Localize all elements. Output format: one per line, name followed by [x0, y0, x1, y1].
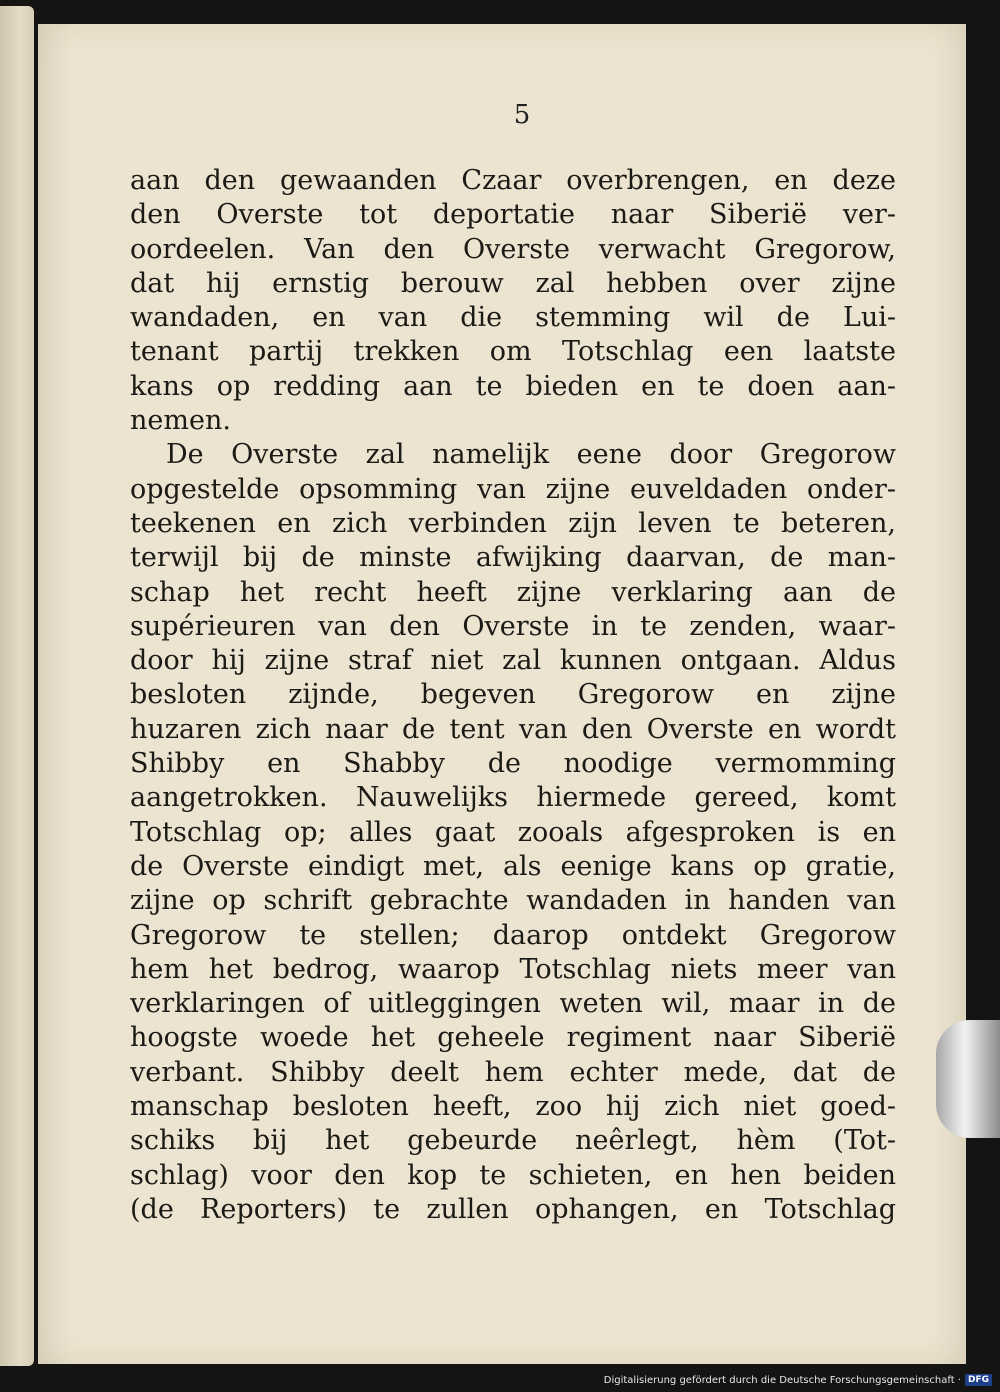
book-page — [38, 24, 966, 1364]
text-line: den Overste tot deportatie naar Siberië ver- — [130, 199, 896, 231]
text-line: aan den gewaanden Czaar overbrengen, en deze — [130, 165, 896, 196]
text-line: supérieuren van den Overste in te zenden, waar- — [130, 610, 896, 642]
text-line: huzaren zich naar de tent van den Overste en wordt — [130, 713, 896, 745]
facing-page-edge — [0, 6, 34, 1366]
text-line: wandaden, en van die stemming wil de Lui- — [130, 302, 896, 334]
text-line: kans op redding aan te bieden en te doen aan- — [130, 370, 896, 402]
text-line: hem het bedrog, waarop Totschlag niets meer van — [130, 953, 896, 985]
text-line: verbant. Shibby deelt hem echter mede, dat de — [130, 1056, 896, 1088]
text-line: aangetrokken. Nauwelijks hiermede gereed, komt — [130, 782, 896, 814]
text-line: terwijl bij de minste afwijking daarvan, de man- — [130, 542, 896, 574]
text-line: schlag) voor den kop te schieten, en hen beiden — [130, 1159, 896, 1191]
text-line: zijne op schrift gebrachte wandaden in handen van — [130, 885, 896, 917]
text-line: door hij zijne straf niet zal kunnen ontgaan. Aldus — [130, 645, 896, 677]
page-clip — [936, 1020, 1000, 1138]
text-line: Totschlag op; alles gaat zooals afgesproken is en — [130, 816, 896, 848]
text-line: dat hij ernstig berouw zal hebben over zijne — [130, 267, 896, 299]
text-line: schap het recht heeft zijne verklaring aan de — [130, 576, 896, 608]
text-line: manschap besloten heeft, zoo hij zich niet goed- — [130, 1091, 896, 1123]
dfg-logo-icon: DFG — [965, 1374, 992, 1386]
text-line: besloten zijnde, begeven Gregorow en zijne — [130, 679, 896, 711]
text-line: hoogste woede het geheele regiment naar Siberië — [130, 1022, 896, 1054]
text-line: De Overste zal namelijk eene door Gregorow — [166, 439, 896, 471]
text-line: tenant partij trekken om Totschlag een laatste — [130, 336, 896, 368]
text-line: de Overste eindigt met, als eenige kans op gratie, — [130, 850, 896, 882]
text-line: nemen. — [130, 405, 231, 437]
text-line: opgestelde opsomming van zijne euveldaden onder- — [130, 473, 896, 505]
page-number: 5 — [513, 100, 531, 130]
digitization-footer — [604, 1374, 992, 1386]
text-line: Gregorow te stellen; daarop ontdekt Gregorow — [130, 919, 896, 951]
text-line: (de Reporters) te zullen ophangen, en Totschlag — [130, 1193, 896, 1225]
text-line: teekenen en zich verbinden zijn leven te beteren, — [130, 507, 896, 539]
text-line: schiks bij het gebeurde neêrlegt, hèm (Tot- — [130, 1125, 896, 1157]
text-line: Shibby en Shabby de noodige vermomming — [130, 748, 896, 780]
body-text — [130, 164, 896, 1227]
text-line: verklaringen of uitleggingen weten wil, maar in de — [130, 988, 896, 1020]
text-line: oordeelen. Van den Overste verwacht Gregorow, — [130, 233, 896, 265]
footer-text: Digitalisierung gefördert durch die Deutsche Forschungsgemeinschaft · — [603, 1374, 961, 1386]
